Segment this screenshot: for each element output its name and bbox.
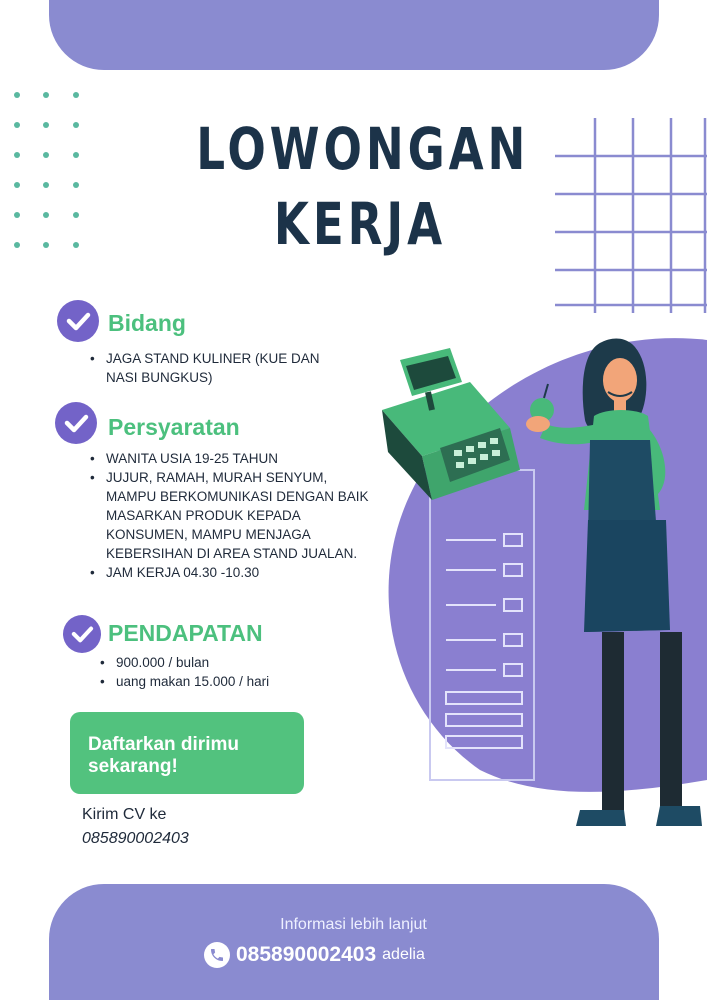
contact-name: adelia: [382, 946, 425, 963]
contact-phone-number[interactable]: 085890002403: [236, 943, 377, 966]
list-item: • JAM KERJA 04.30 -10.30: [90, 563, 375, 582]
persyaratan-list: [90, 449, 375, 582]
pendapatan-list: [100, 653, 340, 691]
section-heading-persyaratan: Persyaratan: [108, 414, 240, 440]
check-circle-icon: [55, 402, 97, 444]
list-item: • JUJUR, RAMAH, MURAH SENYUM, MAMPU BERKOMUNIKASI DENGAN BAIK MASARKAN PRODUK KEPADA KONSUMEN, MAMPU MENJAGA KEBERSIHAN DI AREA STAND JUALAN.: [90, 468, 375, 563]
grid-decoration: [555, 118, 707, 313]
section-heading-pendapatan: PENDAPATAN: [108, 620, 263, 646]
section-heading-bidang: Bidang: [108, 310, 186, 336]
cv-phone-number[interactable]: 085890002403: [82, 830, 189, 847]
check-circle-icon: [63, 615, 101, 653]
list-item: • JAGA STAND KULINER (KUE DAN NASI BUNGKUS): [90, 349, 350, 387]
top-banner: [49, 0, 659, 70]
contact-row: [204, 942, 425, 968]
list-item: • 900.000 / bulan: [100, 653, 340, 672]
send-cv-label: Kirim CV ke: [82, 806, 167, 823]
cashier-illustration: [370, 320, 707, 840]
check-circle-icon: [57, 300, 99, 342]
phone-icon: [204, 942, 230, 968]
dot-pattern: [10, 90, 90, 250]
page-title-line1: LOWONGAN: [196, 115, 530, 183]
bidang-list: [90, 349, 350, 387]
list-item: • WANITA USIA 19-25 TAHUN: [90, 449, 375, 468]
list-item: • uang makan 15.000 / hari: [100, 672, 340, 691]
page-title-line2: KERJA: [273, 190, 447, 258]
more-info-label: Informasi lebih lanjut: [280, 916, 427, 933]
register-now-button[interactable]: Daftarkan dirimu sekarang!: [70, 712, 304, 794]
